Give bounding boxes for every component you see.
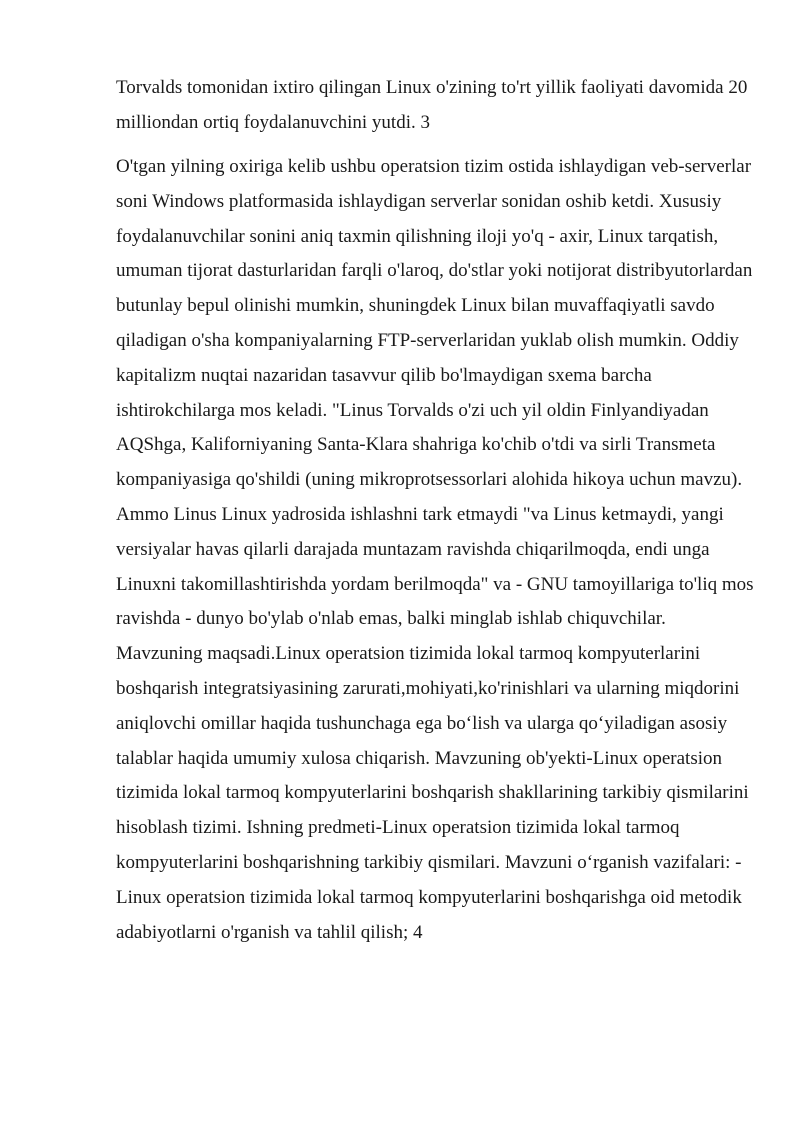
- paragraph: O'tgan yilning oxiriga kelib ushbu operatsion tizim ostida ishlaydigan veb-serverlar soni Windows platformasida ishlaydigan serverlar sonidan oshib ketdi. Xususiy foydalanuvchilar sonini aniq taxmin qilishning iloji yo'q - axir, Linux tarqatish, umuman tijorat dasturlaridan farqli o'laroq, do'stlar yoki notijorat distribyutorlardan butunlay bepul olinishi mumkin, shuningdek Linux bilan muvaffaqiyatli savdo qiladigan o'sha kompaniyalarning FTP-serverlaridan yuklab olish mumkin. Oddiy kapitalizm nuqtai nazaridan tasavvur qilib bo'lmaydigan sxema barcha ishtirokchilarga mos keladi. "Linus Torvalds o'zi uch yil oldin Finlyandiyadan AQShga, Kaliforniyaning Santa-Klara shahriga ko'chib o'tdi va sirli Transmeta kompaniyasiga qo'shildi (uning mikroprotsessorlari alohida hikoya uchun mavzu). Ammo Linus Linux yadrosida ishlashni tark etmaydi "va Linus ketmaydi, yangi versiyalar havas qilarli darajada muntazam ravishda chiqarilmoqda, endi unga Linuxni takomillashtirishda yordam berilmoqda" va - GNU tamoyillariga to'liq mos ravishda - dunyo bo'ylab o'nlab emas, balki minglab ishlab chiquvchilar. Mavzuning maqsadi.Linux operatsion tizimida lokal tarmoq kompyuterlarini boshqarish integratsiyasining zarurati,mohiyati,ko'rinishlari va ularning miqdorini aniqlovchi omillar haqida tushunchaga ega bo‘lish va ularga qo‘yiladigan asosiy talablar haqida umumiy xulosa chiqarish. Mavzuning ob'yekti-Linux operatsion tizimida lokal tarmoq kompyuterlarini boshqarish shakllarining tarkibiy qismilarini hisoblash tizimi. Ishning predmeti-Linux operatsion tizimida lokal tarmoq kompyuterlarini boshqarishning tarkibiy qismilari. Mavzuni o‘rganish vazifalari: -Linux operatsion tizimida lokal tarmoq kompyuterlarini boshqarishga oid metodik adabiyotlarni o'rganish va tahlil qilish; 4: [116, 156, 754, 943]
- paragraph: Torvalds tomonidan ixtiro qilingan Linux o'zining to'rt yillik faoliyati davomida 20 milliondan ortiq foydalanuvchini yutdi. 3: [116, 77, 748, 133]
